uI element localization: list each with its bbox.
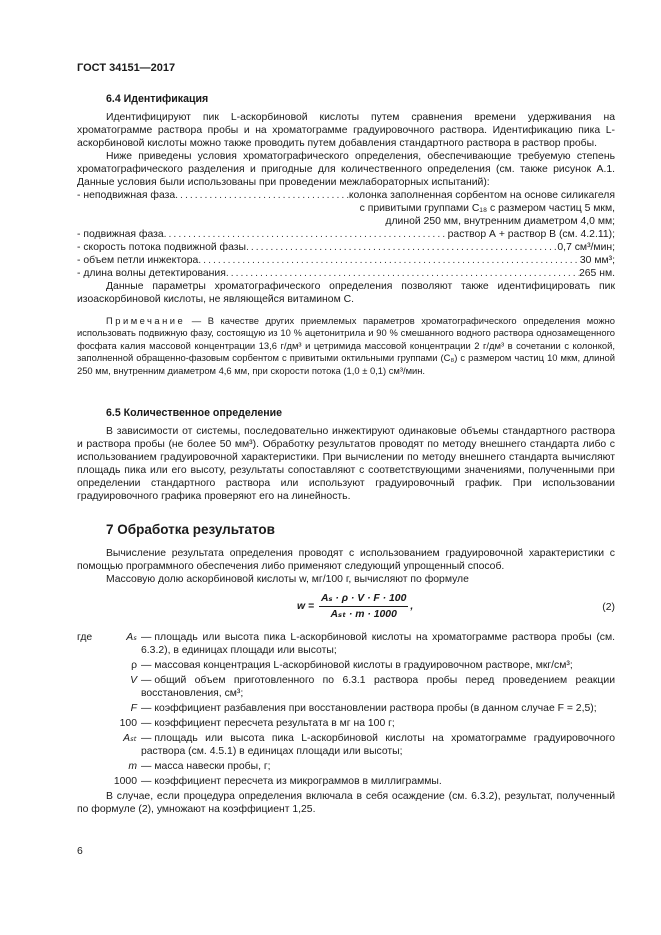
definition-symbol: m (128, 761, 137, 772)
condition-label: - скорость потока подвижной фазы (77, 242, 246, 253)
definition-symbol: 100 (119, 718, 137, 729)
section-7 (77, 523, 615, 536)
definition-row: ρ — массовая концентрация L-аскорбиновой кислоты в градуировочном растворе, мкг/см³; (77, 659, 615, 672)
formula-lhs: w = (297, 601, 315, 612)
standard-code: ГОСТ 34151—2017 (77, 62, 176, 74)
condition-label: - подвижная фаза (77, 229, 164, 240)
section-7-title: 7 Обработка результатов (106, 522, 275, 537)
definition-text: коэффициент пересчета из микрограммов в миллиграммы. (154, 776, 442, 787)
formula-tail: , (410, 601, 414, 612)
definition-text: коэффициент пересчета результата в мг на 100 г; (154, 718, 395, 729)
definition-symbol: Aₛ (126, 632, 137, 643)
definition-symbol: V (130, 675, 137, 686)
condition-value: 0,7 см³/мин; (557, 242, 615, 253)
definition-text: площадь или высота пика L-аскорбиновой кислоты на хроматограмме раствора пробы (см. 6.3.2), в единицах площади или высоты; (141, 632, 615, 656)
section-6-4-body (77, 111, 615, 377)
definition-row: m — масса навески пробы, г; (77, 760, 615, 773)
section-6-5-title: 6.5 Количественное определение (106, 407, 283, 419)
definition-row: где Aₛ — площадь или высота пика L-аскорбиновой кислоты на хроматограмме раствора пробы (см. 6.3.2), в единицах площади или высоты; (77, 632, 615, 656)
definition-text: коэффициент разбавления при восстановлении раствора пробы (в данном случае F = 2,5); (154, 703, 597, 714)
definitions-list (77, 631, 615, 816)
definition-symbol: Aₛₜ (123, 733, 137, 744)
paragraph-calculation: Вычисление результата определения проводят с использованием градуировочной характеристики с помощью программного обеспечения либо применяют следующий упрощенный способ. (77, 548, 615, 572)
condition-mobile-phase (77, 228, 615, 241)
paragraph-conditions-intro: Ниже приведены условия хроматографического определения, обеспечивающие требуемую степень хроматографического разделения и пригодные для количественного определения (см. также рисунок А.1. Данные условия были использованы при проведении межлабораторных испытаний): (77, 151, 615, 188)
condition-value: колонка заполненная сорбентом на основе силикагеля (348, 190, 615, 201)
section-6-5-body (77, 425, 615, 503)
formula-numerator: Aₛ · ρ · V · F · 100 (319, 592, 408, 607)
definition-symbol: F (130, 703, 137, 714)
section-6-5 (77, 407, 615, 420)
definition-row: V — общий объем приготовленного по 6.3.1 раствора пробы перед проведением реакции восстановления, см³; (77, 674, 615, 700)
where-word: где (77, 632, 93, 643)
formula-denominator: Aₛₜ · m · 1000 (330, 609, 397, 620)
definition-symbol: 1000 (113, 776, 137, 787)
paragraph-formula-intro: Массовую долю аскорбиновой кислоты w, мг/100 г, вычисляют по формуле (106, 574, 469, 585)
condition-continuation-1: с привитыми группами C₁₈ с размером частиц 5 мкм, (359, 203, 615, 214)
definition-text: масса навески пробы, г; (154, 761, 271, 772)
note-text: — В качестве других приемлемых параметров хроматографического определения можно использовать подвижную фазу, состоящую из 10 % ацетонитрила и 90 % смешанного водного раствора однозамещенного фосфата калия массовой концентрации 13,6 г/дм³ и цетримида массовой концентрации 2 г/дм³ в сочетании с колонкой, заполненной обращенно-фазовым сорбентом с привитыми октильными группами (C₈) с размером частиц 10 мкм, длиной 250 мм, внутренним диаметром 4,6 мм, при скорости потока (1,0 ± 0,1) см³/мин. (77, 315, 615, 376)
definition-text: массовая концентрация L-аскорбиновой кислоты в градуировочном растворе, мкг/см³; (154, 660, 573, 671)
condition-label: - объем петли инжектора (77, 255, 199, 266)
note-label: Примечание (106, 315, 186, 326)
condition-value: 265 нм. (579, 268, 615, 279)
condition-loop-volume (77, 254, 615, 267)
paragraph-quantitative: В зависимости от системы, последовательно инжектируют одинаковые объемы стандартного раствора и раствора пробы (не более 50 мм³). Обработку результатов проводят по методу внешнего стандарта либо с использованием градуировочной характеристики. При вычислении по методу внешнего стандарта вычисляют площадь пика или его высоту, результаты сопоставляют с соответствующими значениями, полученными при определении стандартного раствора или используют градуировочный график. При использовании градуировочного графика проверяют его на линейность. (77, 426, 615, 502)
definition-text: площадь или высота пика L-аскорбиновой кислоты на хроматограмме градуировочного раствора (см. 4.5.1) в единицах площади или высоты; (141, 733, 615, 757)
section-6-4 (77, 93, 615, 106)
definition-text: общий объем приготовленного по 6.3.1 раствора пробы перед проведением реакции восстановления, см³; (141, 675, 615, 699)
condition-label: - неподвижная фаза (77, 190, 176, 201)
condition-continuation-2: длиной 250 мм, внутренним диаметром 4,0 мм; (385, 216, 615, 227)
condition-wavelength (77, 267, 615, 280)
condition-flow-rate (77, 241, 615, 254)
condition-value: 30 мм³; (579, 255, 615, 266)
section-6-4-title: 6.4 Идентификация (106, 93, 209, 105)
paragraph-identification: Идентифицируют пик L-аскорбиновой кислоты путем сравнения времени удерживания на хроматограмме раствора пробы и на хроматограмме градуировочного раствора. Идентификацию пика L-аскорбиновой кислоты можно также проводить путем добавления стандартного раствора в раствор пробы. (77, 112, 615, 149)
condition-stationary-phase (77, 189, 615, 202)
section-7-body (77, 547, 615, 586)
condition-value: раствор А + раствор В (см. 4.2.11); (447, 229, 615, 240)
formula-fraction (319, 592, 408, 621)
definition-row: Aₛₜ — площадь или высота пика L-аскорбиновой кислоты на хроматограмме градуировочного раствора (см. 4.5.1) в единицах площади или высоты; (77, 732, 615, 758)
paragraph-precipitation: В случае, если процедура определения включала в себя осаждение (см. 6.3.2), результат, полученный по формуле (2), умножают на коэффициент 1,25. (77, 791, 615, 815)
definition-row: 100 — коэффициент пересчета результата в мг на 100 г; (77, 717, 615, 730)
formula-number: (2) (602, 602, 615, 613)
definition-row: F — коэффициент разбавления при восстановлении раствора пробы (в данном случае F = 2,5); (77, 702, 615, 715)
formula-expression (297, 592, 413, 621)
definition-symbol: ρ (131, 660, 137, 671)
paragraph-isoascorbic: Данные параметры хроматографического определения позволяют также идентифицировать пик изоаскорбиновой кислоты, не являющейся витамином С. (77, 281, 615, 305)
formula-2 (77, 592, 615, 626)
note (77, 315, 615, 377)
definition-row: 1000 — коэффициент пересчета из микрограммов в миллиграммы. (77, 775, 615, 788)
page-number: 6 (77, 846, 83, 857)
condition-label: - длина волны детектирования (77, 268, 226, 279)
